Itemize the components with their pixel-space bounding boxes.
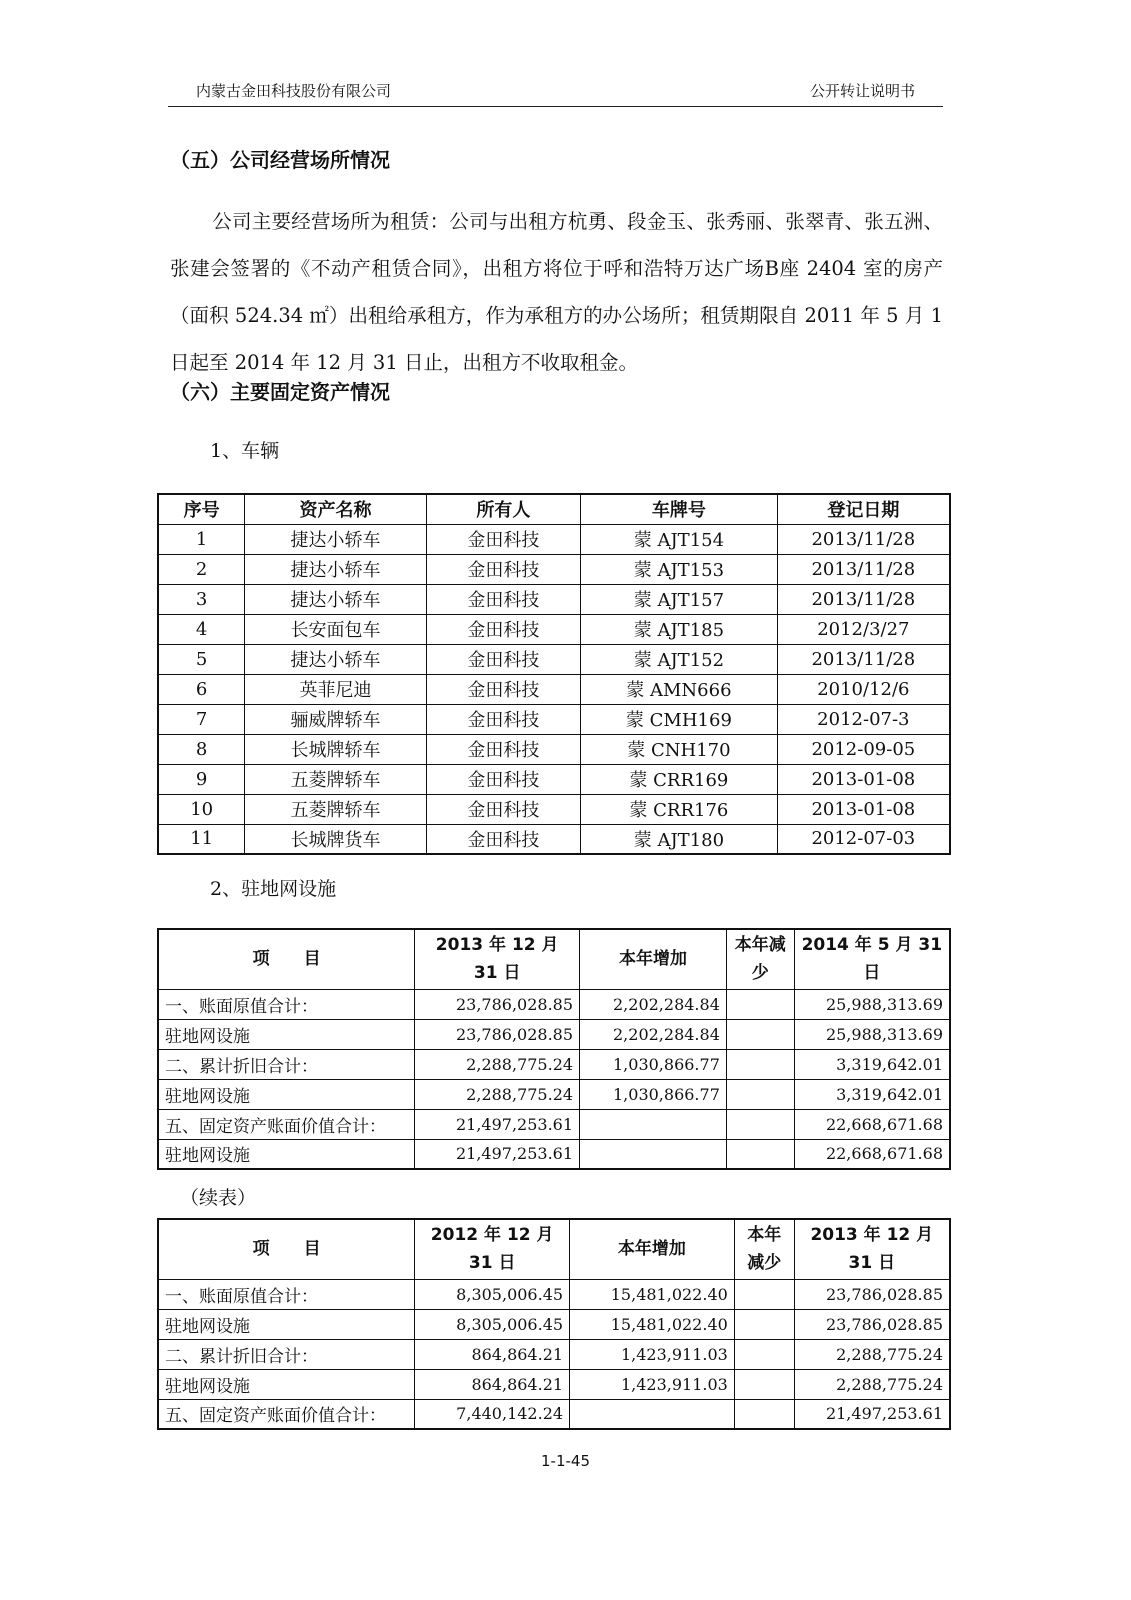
- table-cell: 2,202,284.84: [580, 1019, 727, 1049]
- table-cell: 五、固定资产账面价值合计：: [158, 1399, 415, 1429]
- table-cell: [734, 1399, 794, 1429]
- subheading-network-facilities: 2、驻地网设施: [210, 878, 337, 900]
- column-header: 本年减少: [734, 1219, 794, 1279]
- table-cell: 15,481,022.40: [570, 1309, 735, 1339]
- table-cell: 10: [158, 794, 245, 824]
- table-cell: 8,305,006.45: [415, 1309, 570, 1339]
- table-row: [158, 1139, 950, 1169]
- continued-table-label: （续表）: [180, 1187, 257, 1209]
- column-header: 项 目: [158, 1219, 415, 1279]
- table-cell: 金田科技: [426, 614, 580, 644]
- table-cell: 7: [158, 704, 245, 734]
- table-cell: 捷达小轿车: [245, 644, 426, 674]
- table-cell: 长安面包车: [245, 614, 426, 644]
- table-cell: 2,288,775.24: [415, 1049, 580, 1079]
- table-cell: [734, 1309, 794, 1339]
- table-row: [158, 734, 950, 764]
- table-cell: 蒙 CNH170: [581, 734, 778, 764]
- table-row: [158, 824, 950, 854]
- table-cell: 864,864.21: [415, 1339, 570, 1369]
- table-header-row: [158, 1219, 950, 1279]
- table-cell: 英菲尼迪: [245, 674, 426, 704]
- table-cell: 15,481,022.40: [570, 1279, 735, 1309]
- table-cell: 8,305,006.45: [415, 1279, 570, 1309]
- table-cell: 金田科技: [426, 764, 580, 794]
- table-cell: 1,423,911.03: [570, 1369, 735, 1399]
- table-cell: 长城牌轿车: [245, 734, 426, 764]
- table-cell: 捷达小轿车: [245, 524, 426, 554]
- table-cell: 2012-07-3: [777, 704, 950, 734]
- table-row: [158, 1399, 950, 1429]
- table-row: [158, 674, 950, 704]
- table-cell: 一、账面原值合计：: [158, 989, 415, 1019]
- table-cell: [726, 1079, 794, 1109]
- table-cell: 9: [158, 764, 245, 794]
- table-header-row: [158, 494, 950, 524]
- column-header: 资产名称: [245, 494, 426, 524]
- table-cell: 2012-09-05: [777, 734, 950, 764]
- table-row: [158, 524, 950, 554]
- column-header: 2012 年 12 月 31 日: [415, 1219, 570, 1279]
- table-cell: 3,319,642.01: [794, 1079, 950, 1109]
- table-cell: 11: [158, 824, 245, 854]
- table-cell: 金田科技: [426, 524, 580, 554]
- table-cell: 7,440,142.24: [415, 1399, 570, 1429]
- table-cell: 864,864.21: [415, 1369, 570, 1399]
- table-cell: 蒙 AJT180: [581, 824, 778, 854]
- table-cell: 2,288,775.24: [794, 1369, 950, 1399]
- table-cell: 蒙 CMH169: [581, 704, 778, 734]
- table-cell: 二、累计折旧合计：: [158, 1339, 415, 1369]
- subheading-vehicles: 1、车辆: [210, 440, 280, 462]
- table-cell: [734, 1339, 794, 1369]
- table-cell: 金田科技: [426, 704, 580, 734]
- table-row: [158, 1049, 950, 1079]
- table-cell: 3,319,642.01: [794, 1049, 950, 1079]
- table-cell: 蒙 AJT153: [581, 554, 778, 584]
- table-cell: 2013-01-08: [777, 794, 950, 824]
- table-cell: 蒙 AJT152: [581, 644, 778, 674]
- table-cell: 23,786,028.85: [794, 1279, 950, 1309]
- table-cell: 金田科技: [426, 734, 580, 764]
- table-cell: 21,497,253.61: [415, 1109, 580, 1139]
- column-header: 2013 年 12 月 31 日: [415, 929, 580, 989]
- table-cell: [726, 989, 794, 1019]
- table-cell: [726, 1139, 794, 1169]
- column-header: 2014 年 5 月 31 日: [794, 929, 950, 989]
- table-row: [158, 704, 950, 734]
- table-cell: [580, 1109, 727, 1139]
- table-cell: 金田科技: [426, 794, 580, 824]
- company-name: 内蒙古金田科技股份有限公司: [196, 82, 392, 100]
- table-cell: 驻地网设施: [158, 1309, 415, 1339]
- table-cell: 蒙 CRR176: [581, 794, 778, 824]
- column-header: 本年增加: [580, 929, 727, 989]
- table-cell: 蒙 AJT157: [581, 584, 778, 614]
- vehicles-table: [157, 493, 951, 855]
- column-header: 本年增加: [570, 1219, 735, 1279]
- table-cell: 25,988,313.69: [794, 1019, 950, 1049]
- table-cell: 2012/3/27: [777, 614, 950, 644]
- table-cell: 驻地网设施: [158, 1019, 415, 1049]
- table-cell: 蒙 AJT185: [581, 614, 778, 644]
- table-cell: 2012-07-03: [777, 824, 950, 854]
- table-cell: 金田科技: [426, 674, 580, 704]
- table-cell: 23,786,028.85: [415, 989, 580, 1019]
- table-cell: 驻地网设施: [158, 1139, 415, 1169]
- table-cell: 2,202,284.84: [580, 989, 727, 1019]
- table-cell: 金田科技: [426, 584, 580, 614]
- table-row: [158, 989, 950, 1019]
- table-cell: [580, 1139, 727, 1169]
- table-row: [158, 1019, 950, 1049]
- table-cell: 五菱牌轿车: [245, 794, 426, 824]
- table-cell: [726, 1019, 794, 1049]
- table-cell: 捷达小轿车: [245, 584, 426, 614]
- table-row: [158, 764, 950, 794]
- table-cell: 2013/11/28: [777, 584, 950, 614]
- table-cell: 21,497,253.61: [415, 1139, 580, 1169]
- table-cell: 21,497,253.61: [794, 1399, 950, 1429]
- table-cell: 2,288,775.24: [415, 1079, 580, 1109]
- table-cell: 2: [158, 554, 245, 584]
- table-cell: 3: [158, 584, 245, 614]
- section-heading-5: （五）公司经营场所情况: [170, 148, 390, 172]
- table-cell: 蒙 AMN666: [581, 674, 778, 704]
- table-cell: 22,668,671.68: [794, 1139, 950, 1169]
- column-header: 序号: [158, 494, 245, 524]
- table-cell: 金田科技: [426, 824, 580, 854]
- table-cell: 金田科技: [426, 554, 580, 584]
- table-cell: 驻地网设施: [158, 1079, 415, 1109]
- lease-paragraph-text: 公司主要经营场所为租赁：公司与出租方杭勇、段金玉、张秀丽、张翠青、张五洲、张建会签署的《不动产租赁合同》，出租方将位于呼和浩特万达广场B座 2404 室的房产（面积 524.34 ㎡）出租给承租方，作为承租方的办公场所；租赁期限自 2011 年 5 月 1 日起至 2014 年 12 月 31 日止，出租方不收取租金。: [170, 210, 943, 374]
- table-cell: 23,786,028.85: [794, 1309, 950, 1339]
- table-cell: 一、账面原值合计：: [158, 1279, 415, 1309]
- table-cell: 25,988,313.69: [794, 989, 950, 1019]
- table-cell: 2013/11/28: [777, 644, 950, 674]
- table-row: [158, 1079, 950, 1109]
- table-cell: 1,030,866.77: [580, 1049, 727, 1079]
- column-header: 所有人: [426, 494, 580, 524]
- table-cell: 长城牌货车: [245, 824, 426, 854]
- table-cell: 2013/11/28: [777, 554, 950, 584]
- table-row: [158, 1369, 950, 1399]
- table-row: [158, 1339, 950, 1369]
- table-cell: [734, 1279, 794, 1309]
- table-cell: 2013/11/28: [777, 524, 950, 554]
- section-heading-6: （六）主要固定资产情况: [170, 380, 390, 404]
- table-header-row: [158, 929, 950, 989]
- table-cell: 5: [158, 644, 245, 674]
- table-cell: 1,030,866.77: [580, 1079, 727, 1109]
- network-assets-table: [157, 928, 951, 1170]
- table-row: [158, 794, 950, 824]
- table-row: [158, 1309, 950, 1339]
- table-row: [158, 1279, 950, 1309]
- table-cell: 骊威牌轿车: [245, 704, 426, 734]
- table-cell: 蒙 CRR169: [581, 764, 778, 794]
- network-assets-table-continued: [157, 1218, 951, 1430]
- table-cell: [726, 1109, 794, 1139]
- column-header: 本年减少: [726, 929, 794, 989]
- column-header: 2013 年 12 月 31 日: [794, 1219, 950, 1279]
- table-cell: 23,786,028.85: [415, 1019, 580, 1049]
- table-row: [158, 554, 950, 584]
- table-cell: 五、固定资产账面价值合计：: [158, 1109, 415, 1139]
- column-header: 登记日期: [777, 494, 950, 524]
- table-cell: 1: [158, 524, 245, 554]
- table-cell: 4: [158, 614, 245, 644]
- table-row: [158, 584, 950, 614]
- table-cell: [734, 1369, 794, 1399]
- page-number: 1-1-45: [541, 1452, 590, 1470]
- table-cell: 金田科技: [426, 644, 580, 674]
- table-cell: [726, 1049, 794, 1079]
- table-cell: 2010/12/6: [777, 674, 950, 704]
- lease-paragraph: [170, 198, 943, 386]
- table-row: [158, 1109, 950, 1139]
- table-cell: 8: [158, 734, 245, 764]
- column-header: 车牌号: [581, 494, 778, 524]
- table-cell: 驻地网设施: [158, 1369, 415, 1399]
- table-cell: 2013-01-08: [777, 764, 950, 794]
- table-cell: 22,668,671.68: [794, 1109, 950, 1139]
- table-cell: 二、累计折旧合计：: [158, 1049, 415, 1079]
- table-cell: [570, 1399, 735, 1429]
- page-header: [168, 78, 943, 107]
- table-cell: 2,288,775.24: [794, 1339, 950, 1369]
- table-cell: 蒙 AJT154: [581, 524, 778, 554]
- table-cell: 捷达小轿车: [245, 554, 426, 584]
- document-title: 公开转让说明书: [809, 82, 915, 100]
- table-cell: 1,423,911.03: [570, 1339, 735, 1369]
- table-cell: 五菱牌轿车: [245, 764, 426, 794]
- table-row: [158, 614, 950, 644]
- column-header: 项 目: [158, 929, 415, 989]
- table-cell: 6: [158, 674, 245, 704]
- table-row: [158, 644, 950, 674]
